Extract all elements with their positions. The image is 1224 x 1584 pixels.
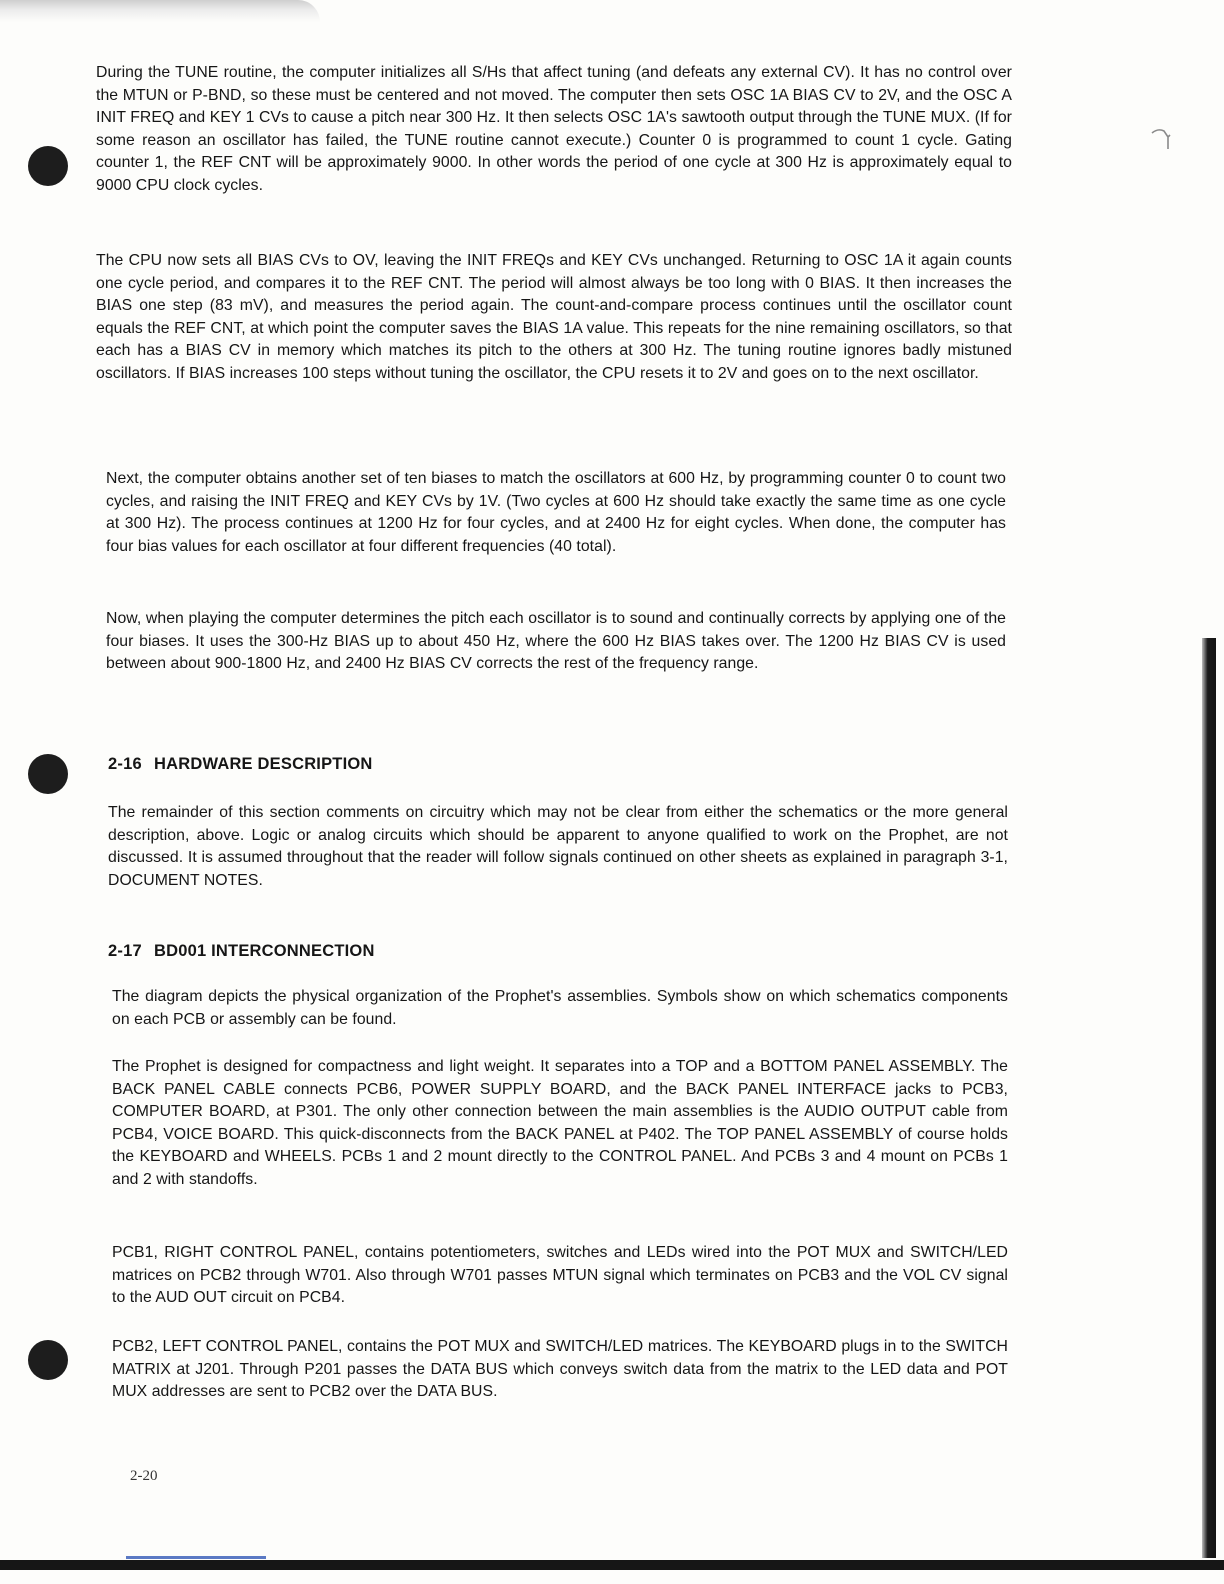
- binder-hole: [28, 1340, 68, 1380]
- paragraph-pcb2: PCB2, LEFT CONTROL PANEL, contains the POT MUX and SWITCH/LED matrices. The KEYBOARD plugs in to the SWITCH MATRIX at J201. Through P201 passes the DATA BUS which conveys switch data from the matrix to the LED data and POT MUX addresses are sent to PCB2 over the DATA BUS.: [112, 1338, 1008, 1400]
- paragraph-pcb1: PCB1, RIGHT CONTROL PANEL, contains potentiometers, switches and LEDs wired into the POT MUX and SWITCH/LED matrices on PCB2 through W701. Also through W701 passes MTUN signal which terminates on PCB3 and the VOL CV signal to the AUD OUT circuit on PCB4.: [112, 1244, 1008, 1306]
- section-number: 2-17: [108, 942, 142, 960]
- section-number: 2-16: [108, 755, 142, 773]
- section-title: BD001 INTERCONNECTION: [154, 942, 375, 960]
- paragraph-bias-cv: The CPU now sets all BIAS CVs to OV, leaving the INIT FREQs and KEY CVs unchanged. Returning to OSC 1A it again counts one cycle period, and compares it to the REF CNT. The period will almost always be too long with 0 BIAS. It then increases the BIAS one step (83 mV), and measures the period again. The count-and-compare process continues until the oscillator count equals the REF CNT, at which point the computer saves the BIAS 1A value. This repeats for the nine remaining oscillators, so that each has a BIAS CV in memory which matches its pitch to the others at 300 Hz. The tuning routine ignores badly mistuned oscillators. If BIAS increases 100 steps without tuning the oscillator, the CPU resets it to 2V and goes on to the next oscillator.: [96, 252, 1012, 382]
- binder-hole: [28, 754, 68, 794]
- page-bottom-tint: [126, 1556, 266, 1559]
- page-number: 2-20: [130, 1468, 158, 1484]
- binder-hole: [28, 146, 68, 186]
- paragraph-compactness: The Prophet is designed for compactness and light weight. It separates into a TOP and a BOTTOM PANEL ASSEMBLY. The BACK PANEL CABLE connects PCB6, POWER SUPPLY BOARD, and the BACK PANEL INTERFACE jacks to PCB3, COMPUTER BOARD, at P301. The only other connection between the main assemblies is the AUDIO OUTPUT cable from PCB4, VOICE BOARD. This quick-disconnects from the BACK PANEL at P402. The TOP PANEL ASSEMBLY of course holds the KEYBOARD and WHEELS. PCBs 1 and 2 mount directly to the CONTROL PANEL. And PCBs 3 and 4 mount on PCBs 1 and 2 with standoffs.: [112, 1058, 1008, 1188]
- margin-mark-icon: [1148, 125, 1176, 153]
- page-edge-shadow: [1202, 638, 1216, 1558]
- page-bottom-edge: [0, 1560, 1224, 1570]
- section-title: HARDWARE DESCRIPTION: [154, 755, 373, 773]
- section-heading-bd001-interconnection: [108, 942, 1024, 961]
- paragraph-hardware-remainder: The remainder of this section comments on circuitry which may not be clear from either the schematics or the more general description, above. Logic or analog circuits which should be apparent to anyone qualified to work on the Prophet, are not discussed. It is assumed throughout that the reader will follow signals continued on other sheets as explained in paragraph 3-1, DOCUMENT NOTES.: [108, 804, 1008, 889]
- scan-shadow: [0, 0, 320, 22]
- paragraph-tune-routine: During the TUNE routine, the computer initializes all S/Hs that affect tuning (and defeats any external CV). It has no control over the MTUN or P-BND, so these must be centered and not moved. The computer then sets OSC 1A BIAS CV to 2V, and the OSC A INIT FREQ and KEY 1 CVs to cause a pitch near 300 Hz. It then selects OSC 1A's sawtooth output through the TUNE MUX. (If for some reason an oscillator has failed, the TUNE routine cannot execute.) Counter 0 is programmed to count 1 cycle. Gating counter 1, the REF CNT will be approximately 9000. In other words the period of one cycle at 300 Hz is approximately equal to 9000 CPU clock cycles.: [96, 64, 1012, 194]
- paragraph-playing-correction: Now, when playing the computer determines the pitch each oscillator is to sound and continually corrects by applying one of the four biases. It uses the 300-Hz BIAS up to about 450 Hz, where the 600 Hz BIAS takes over. The 1200 Hz BIAS CV is used between about 900-1800 Hz, and 2400 Hz BIAS CV corrects the rest of the frequency range.: [106, 610, 1006, 672]
- section-heading-hardware-description: [108, 755, 1024, 774]
- paragraph-diagram: The diagram depicts the physical organization of the Prophet's assemblies. Symbols show on which schematics components on each PCB or assembly can be found.: [112, 988, 1008, 1028]
- paragraph-ten-biases: Next, the computer obtains another set of ten biases to match the oscillators at 600 Hz, by programming counter 0 to count two cycles, and raising the INIT FREQ and KEY CVs by 1V. (Two cycles at 600 Hz should take exactly the same time as one cycle at 300 Hz). The process continues at 1200 Hz for four cycles, and at 2400 Hz for eight cycles. When done, the computer has four bias values for each oscillator at four different frequencies (40 total).: [106, 470, 1006, 555]
